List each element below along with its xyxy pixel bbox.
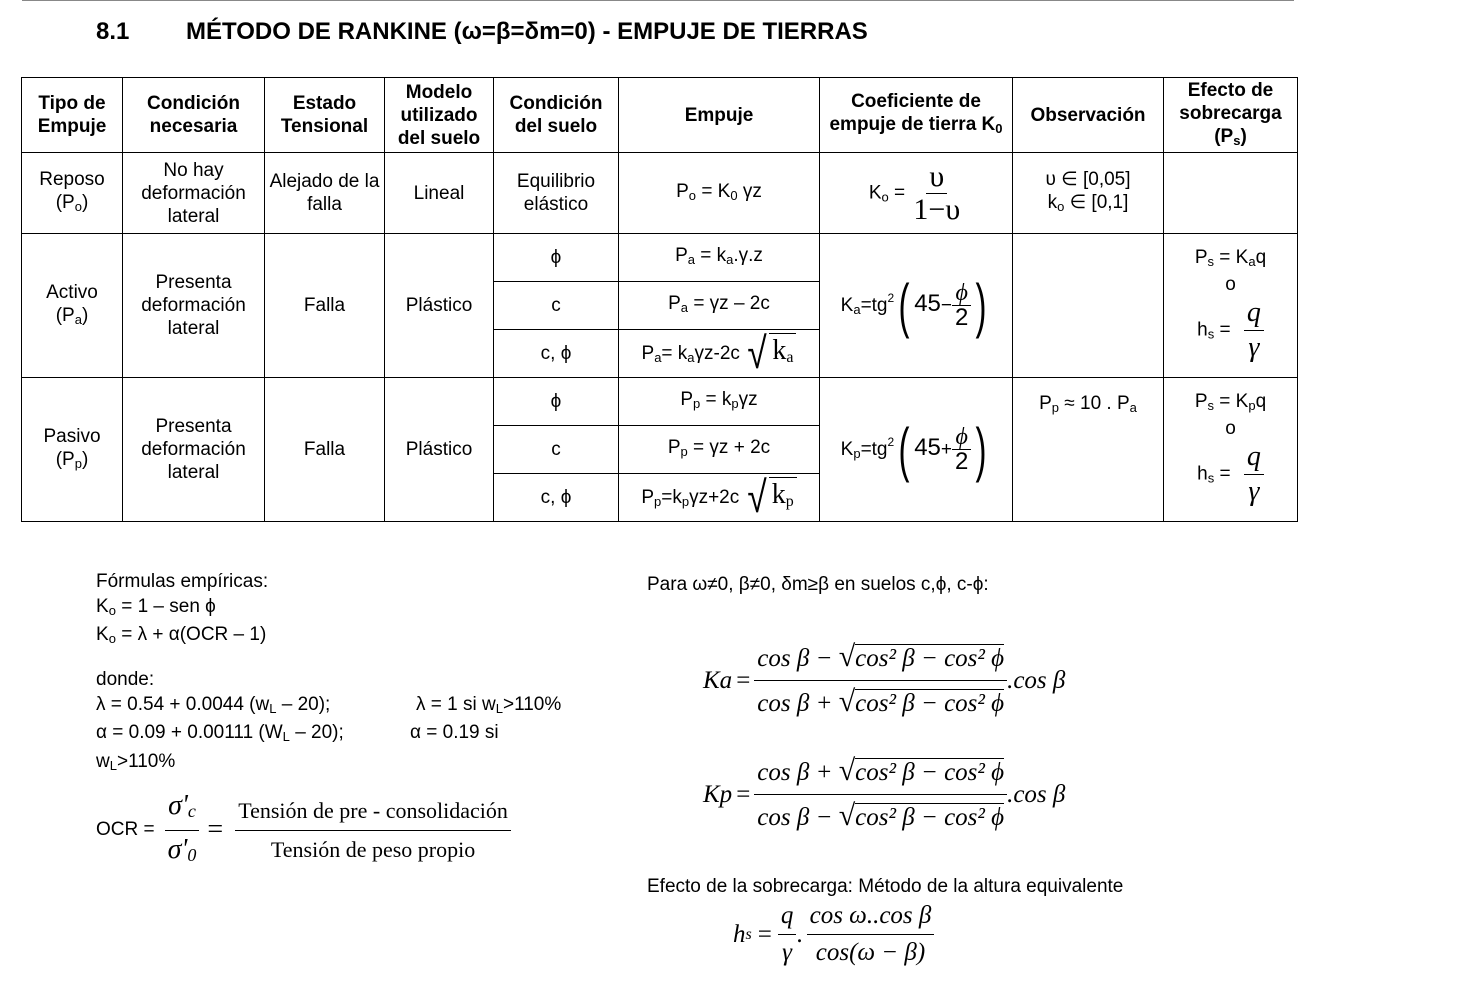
cell-suelo: c, ϕ xyxy=(494,330,619,378)
header-cell: Empuje xyxy=(619,78,820,153)
cell-empuje: $P_p = \gamma z + 2c$ xyxy=(619,426,820,474)
cell-tipo: Reposo $(P_o)$ xyxy=(22,153,123,234)
cell-sobrecarga: $P_s = K_pq$ o $h_s$ = $\frac{q}{\gamma}$ xyxy=(1164,378,1298,522)
sobrecarga-title: Efecto de la sobrecarga: Método de la altura equivalente xyxy=(647,876,1124,897)
cell-estado: Falla xyxy=(265,378,385,522)
cell-empuje: $P_a = \gamma z - 2c$ xyxy=(619,282,820,330)
cell-suelo: Equilibrio elástico xyxy=(494,153,619,234)
cell-observacion: υ ∈ [0,05] $k_o$ ∈ [0,1] xyxy=(1013,153,1164,234)
ocr-label: OCR = xyxy=(96,818,155,840)
cell-suelo: c, ϕ xyxy=(494,474,619,522)
rankine-table xyxy=(21,77,1298,522)
hs-formula: h s = $\frac{q}{\gamma}$ . $\frac{\text{cos ω..cos β}}{\cos(\omega - \beta)}$ xyxy=(733,898,934,971)
wl-line: $w_L>110\%$ xyxy=(96,750,176,773)
header-cell: Modelo utilizado del suelo xyxy=(385,78,494,153)
cell-modelo: Plástico xyxy=(385,378,494,522)
ocr-formula: OCR = $\frac{\sigma'c}{\sigma'0}$ = $\frac{\text{Tensión de pre - consolidación}}{\text{Tensión de peso propio}}$ xyxy=(96,790,511,870)
cell-sobrecarga: $P_s = K_aq$ o $h_s$ = $\frac{q}{\gamma}$ xyxy=(1164,234,1298,378)
cell-suelo: c xyxy=(494,426,619,474)
table-row-pasivo xyxy=(22,378,1298,426)
cell-condicion: No hay deformación lateral xyxy=(123,153,265,234)
cell-coeficiente: $K_a=tg^2$( 45− $\frac{\phi}{2}$ ) xyxy=(820,234,1013,378)
cell-coeficiente: $K_o$ = $\frac{\upsilon}{1-\upsilon}$ xyxy=(820,153,1013,234)
lambda-line: λ = 0.54 + 0.0044 $(w_L - 20)$; λ = 1 si $w_L>110\%$ xyxy=(96,693,562,716)
kp-formula: Kp = $\frac{\text{cos β + √cos² β − cos² ϕ}}{\text{cos β − √cos² β − cos² ϕ}}$ .cos β xyxy=(703,750,1065,839)
header-cell: Condición necesaria xyxy=(123,78,265,153)
formula-ko-2: $K_o = \lambda + \alpha(OCR - 1)$ xyxy=(96,624,267,646)
section-number: 8.1 xyxy=(96,18,130,45)
top-rule xyxy=(22,0,1294,1)
alpha-line: α = 0.09 + 0.00111 $(W_L - 20)$; α = 0.19 si xyxy=(96,722,499,744)
empirical-formulas xyxy=(96,570,268,652)
cell-sobrecarga xyxy=(1164,153,1298,234)
cell-empuje: $P_p=k_p\gamma z+2c$ √ kp xyxy=(619,474,820,522)
donde-block xyxy=(96,668,561,778)
cell-suelo: ϕ xyxy=(494,234,619,282)
cell-observacion xyxy=(1013,234,1164,378)
cell-modelo: Plástico xyxy=(385,234,494,378)
cell-estado: Falla xyxy=(265,234,385,378)
cell-estado: Alejado de la falla xyxy=(265,153,385,234)
header-cell: Observación xyxy=(1013,78,1164,153)
donde-label: donde: xyxy=(96,669,155,690)
formula-ko-1: $K_o = 1$ – sen ϕ xyxy=(96,595,216,618)
header-cell: Efecto de sobrecarga $(P_s)$ xyxy=(1164,78,1298,153)
para-text: Para ω≠0, β≠0, δm≥β en suelos c,ϕ, c-ϕ: xyxy=(647,574,989,595)
cell-suelo: ϕ xyxy=(494,378,619,426)
header-cell: Condición del suelo xyxy=(494,78,619,153)
cell-empuje: $P_o = K_0$ γz xyxy=(619,153,820,234)
cell-empuje: $P_a= k_a\gamma z-2c$ √ ka xyxy=(619,330,820,378)
cell-empuje: $P_a = k_a.\gamma.z$ xyxy=(619,234,820,282)
header-cell: Coeficiente de empuje de tierra $K_0$ xyxy=(820,78,1013,153)
table-row-reposo xyxy=(22,153,1298,234)
cell-empuje: $P_p = k_p\gamma z$ xyxy=(619,378,820,426)
cell-suelo: c xyxy=(494,282,619,330)
table-row-activo xyxy=(22,234,1298,282)
header-cell: Tipo de Empuje xyxy=(22,78,123,153)
cell-coeficiente: $K_p=tg^2$( 45+ $\frac{\phi}{2}$ ) xyxy=(820,378,1013,522)
header-cell: Estado Tensional xyxy=(265,78,385,153)
cell-observacion: $P_p \approx 10$ . $P_a$ xyxy=(1013,378,1164,522)
ka-formula: Ka = $\frac{\text{cos β − √cos² β − cos² ϕ}}{\text{cos β + √cos² β − cos² ϕ}}$ .cos β xyxy=(703,636,1065,725)
empirical-title: Fórmulas empíricas: xyxy=(96,571,269,592)
table-header-row xyxy=(22,78,1298,153)
page-title xyxy=(96,18,868,46)
cell-tipo: Pasivo $(P_p)$ xyxy=(22,378,123,522)
cell-condicion: Presenta deformación lateral xyxy=(123,234,265,378)
cell-tipo: Activo $(P_a)$ xyxy=(22,234,123,378)
cell-modelo: Lineal xyxy=(385,153,494,234)
cell-condicion: Presenta deformación lateral xyxy=(123,378,265,522)
section-title: MÉTODO DE RANKINE (ω=β=δm=0) - EMPUJE DE TIERRAS xyxy=(186,18,868,45)
